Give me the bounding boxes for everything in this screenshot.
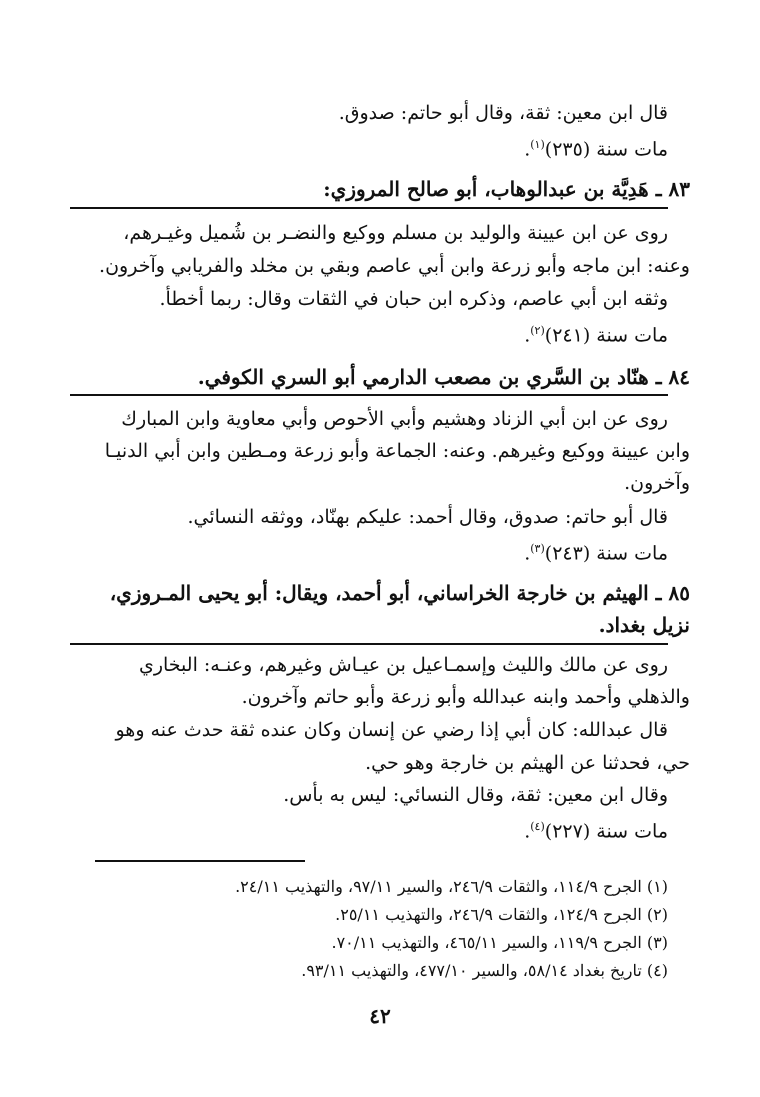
heading-underline xyxy=(70,643,668,645)
body-line: قال ابن معين: ثقة، وقال أبو حاتم: صدوق. xyxy=(338,102,668,124)
footnote: (٢) الجرح ١٢٤/٩، والثقات ٢٤٦/٩، والتهذيب ٢٥/١١. xyxy=(335,905,668,924)
body-line: وعنه: ابن ماجه وأبو زرعة وابن أبي عاصم وبقي بن مخلد والفريابي وآخرون. xyxy=(99,255,690,277)
heading-underline xyxy=(70,394,668,396)
footnote-ref: (١) xyxy=(530,138,545,151)
body-line: قال عبدالله: كان أبي إذا رضي عن إنسان وكان عنده ثقة حدث عنه وهو xyxy=(115,719,668,741)
page-number: ٤٢ xyxy=(369,1004,391,1028)
footnote: (٣) الجرح ١١٩/٩، والسير ٤٦٥/١١، والتهذيب ٧٠/١١. xyxy=(331,933,668,952)
footnote-ref: (٤) xyxy=(530,820,545,833)
body-line: روى عن مالك والليث وإسمـاعيل بن عيـاش وغيرهم، وعنـه: البخاري xyxy=(138,654,668,676)
footnote-separator xyxy=(95,860,305,862)
body-line: وثقه ابن أبي عاصم، وذكره ابن حبان في الثقات وقال: ربما أخطأ. xyxy=(159,288,668,310)
body-line: مات سنة (٢٣٥)$^{(١)}$. xyxy=(524,138,668,161)
body-line: روى عن ابن أبي الزناد وهشيم وأبي الأحوص وأبي معاوية وابن المبارك xyxy=(121,408,668,430)
body-line: مات سنة (٢٤١)$^{(٢)}$. xyxy=(524,324,668,347)
body-line: قال أبو حاتم: صدوق، وقال أحمد: عليكم بهنّاد، ووثقه النسائي. xyxy=(187,506,668,528)
body-line: مات سنة (٢٢٧)$^{(٤)}$. xyxy=(524,820,668,843)
heading-underline xyxy=(70,207,668,209)
footnote-ref: (٣) xyxy=(530,542,545,555)
entry-heading: ٨٥ ـ الهيثم بن خارجة الخراساني، أبو أحمد، ويقال: أبو يحيى المـروزي، xyxy=(109,581,690,605)
body-line: روى عن ابن عيينة والوليد بن مسلم ووكيع والنضـر بن شُميل وغيـرهم، xyxy=(123,222,668,244)
footnote: (١) الجرح ١١٤/٩، والثقات ٢٤٦/٩، والسير ٩٧/١١، والتهذيب ٢٤/١١. xyxy=(235,877,668,896)
entry-heading: نزيل بغداد. xyxy=(598,613,690,637)
body-line: وقال ابن معين: ثقة، وقال النسائي: ليس به بأس. xyxy=(283,784,668,806)
body-line: مات سنة (٢٤٣)$^{(٣)}$. xyxy=(524,542,668,565)
body-line: وآخرون. xyxy=(624,472,690,494)
body-line: وابن عيينة ووكيع وغيرهم. وعنه: الجماعة وأبو زرعة ومـطين وابن أبي الدنيـا xyxy=(104,440,690,462)
body-line: حي، فحدثنا عن الهيثم بن خارجة وهو حي. xyxy=(365,752,690,774)
footnote: (٤) تاريخ بغداد ٥٨/١٤، والسير ٤٧٧/١٠، والتهذيب ٩٣/١١. xyxy=(301,961,668,980)
entry-heading: ٨٣ ـ هَدِيَّة بن عبدالوهاب، أبو صالح المروزي: xyxy=(323,177,690,201)
entry-heading: ٨٤ ـ هنّاد بن السَّري بن مصعب الدارمي أبو السري الكوفي. xyxy=(197,365,690,389)
footnote-ref: (٢) xyxy=(530,324,545,337)
body-line: والذهلي وأحمد وابنه عبدالله وأبو زرعة وأبو حاتم وآخرون. xyxy=(241,686,690,708)
